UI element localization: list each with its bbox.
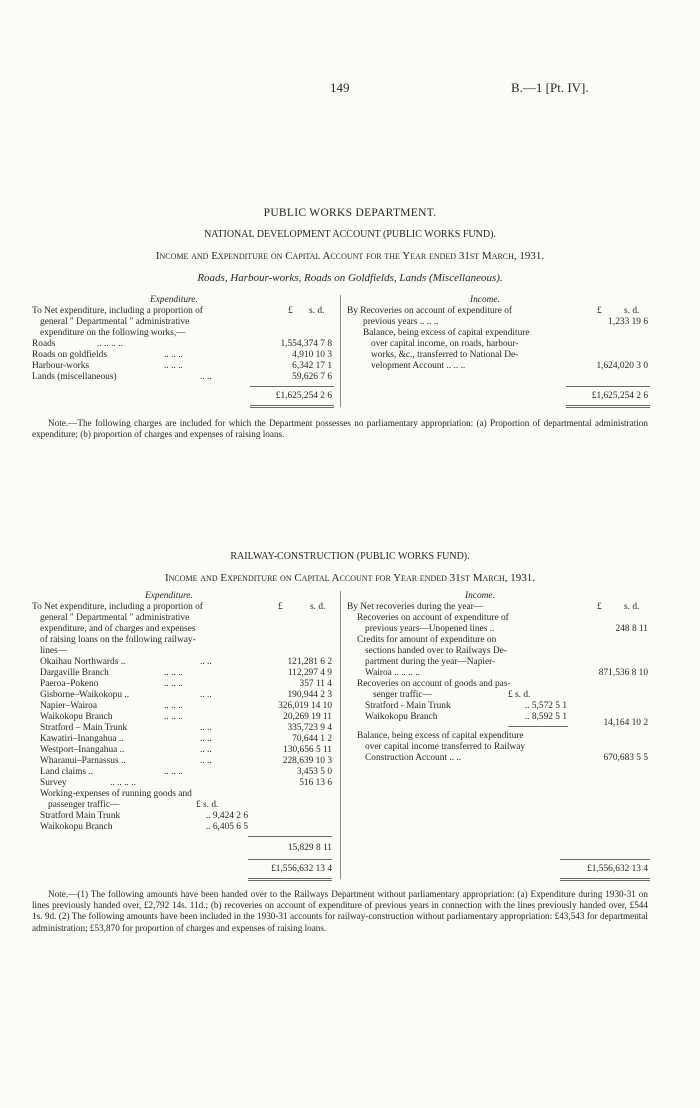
- section-note: Note.—The following charges are included for which the Department possesses no parliamentary appropriation: (a) Proportion of departmental administration expenditure; (b) proportion of charges and expenses of raising loans.: [32, 418, 648, 440]
- expenditure-intro-line: general " Departmental " administrative: [40, 613, 190, 623]
- table-row: [40, 723, 332, 734]
- currency-header: £: [288, 306, 293, 316]
- row-leader: .. ..: [200, 745, 212, 755]
- expenditure-total: £1,625,254 2 6: [275, 391, 332, 401]
- table-row: [32, 372, 332, 383]
- income-amount: 1,233 19 6: [608, 317, 648, 327]
- sd-header: s. d.: [309, 306, 325, 316]
- row-amount: 4,910 10 3: [292, 350, 332, 360]
- total-rule: [248, 878, 332, 881]
- row-amount: 6,342 17 1: [292, 361, 332, 371]
- account-heading: NATIONAL DEVELOPMENT ACCOUNT (PUBLIC WORKS FUND).: [204, 229, 496, 240]
- row-label: Harbour-works: [32, 361, 90, 371]
- total-rule: [250, 405, 334, 408]
- currency-header: £: [278, 602, 283, 612]
- page-number: 149: [330, 80, 350, 95]
- income-heading: Income.: [470, 295, 500, 305]
- row-amount: 335,723 9 4: [287, 723, 332, 733]
- row-label: Okaihau Northwards ..: [40, 657, 126, 667]
- total-rule: [560, 878, 650, 881]
- table-row: [40, 811, 248, 822]
- working-expenses-line: passenger traffic—: [48, 800, 120, 810]
- row-amount: 130,656 5 11: [283, 745, 332, 755]
- row-label: Gisborne–Waikokopu ..: [40, 690, 130, 700]
- income-amount: 871,536 8 10: [598, 668, 648, 678]
- income-line: Recoveries on account of goods and pas-: [357, 679, 511, 689]
- table-row: [40, 734, 332, 745]
- income-line: Credits for amount of expenditure on: [357, 635, 497, 645]
- table-row: [40, 778, 332, 789]
- row-leader: .. ..: [200, 723, 212, 733]
- row-amount: 70,644 1 2: [292, 734, 332, 744]
- statement-title: Income and Expenditure on Capital Account for Year ended 31st March, 1931.: [164, 572, 536, 584]
- income-line: By Net recoveries during the year—: [347, 602, 484, 612]
- income-line: Recoveries on account of expenditure of: [357, 613, 509, 623]
- row-leader: .. ..: [200, 734, 212, 744]
- row-amount: 326,019 14 10: [278, 701, 332, 711]
- row-amount: 190,944 2 3: [287, 690, 332, 700]
- sub-currency-header: £ s. d.: [508, 690, 531, 700]
- column-divider: [340, 295, 341, 407]
- table-row: [40, 679, 332, 690]
- sd-header: s. d.: [310, 602, 326, 612]
- row-leader: .. .. ..: [164, 767, 183, 777]
- income-amount: 1,624,020 3 0: [596, 361, 648, 371]
- currency-header: £: [597, 602, 602, 612]
- income-amount: 248 8 11: [615, 624, 648, 634]
- row-label: Waikokopu Branch: [40, 712, 113, 722]
- row-label: Stratford Main Trunk: [40, 811, 121, 821]
- row-amount: 59,626 7 6: [292, 372, 332, 382]
- income-line: partment during the year—Napier-: [365, 657, 496, 667]
- row-leader: .. .. .. ..: [110, 778, 136, 788]
- statement-subtitle: Roads, Harbour-works, Roads on Goldfields, Lands (Miscellaneous).: [197, 272, 503, 284]
- table-row: [32, 361, 332, 372]
- row-leader: .. .. ..: [164, 350, 183, 360]
- expenditure-heading: Expenditure.: [145, 591, 193, 601]
- income-line: over capital income, on roads, harbour-: [371, 339, 519, 349]
- income-line: senger traffic—: [373, 690, 432, 700]
- sub-currency-header: £ s. d.: [196, 800, 219, 810]
- row-amount: 121,281 6 2: [287, 657, 332, 667]
- row-leader: .. .. ..: [164, 361, 183, 371]
- income-line: previous years—Unopened lines ..: [365, 624, 495, 634]
- balance-line: Construction Account .. ..: [365, 753, 462, 763]
- section-note: Note.—(1) The following amounts have been handed over to the Railways Department without parliamentary appropriation: (a) Expenditure during 1930-31 on lines previously handed over, £2,792 14s. 11d.; (b) recoveries on account of expenditure of previous years in connection with the lines previously handed over, £544 1s. 9d. (2) The following amounts have been included in the 1930-31 accounts for railway-construction without parliamentary appropriation: £43,543 for departmental administration; £53,870 for proportion of charges and expenses of raising loans.: [32, 889, 648, 933]
- row-label: Stratford - Main Trunk: [365, 701, 451, 711]
- table-row: [365, 712, 567, 723]
- expenditure-intro-line: of raising loans on the following railway-: [40, 635, 196, 645]
- statement-title: Income and Expenditure on Capital Account for the Year ended 31st March, 1931.: [155, 250, 545, 262]
- table-row: [40, 767, 332, 778]
- expenditure-heading: Expenditure.: [150, 295, 198, 305]
- row-amount: 20,269 19 11: [283, 712, 332, 722]
- row-leader: .. ..: [200, 690, 212, 700]
- row-leader: .. ..: [200, 657, 212, 667]
- income-heading: Income.: [465, 591, 495, 601]
- row-amount: .. 9,424 2 6: [205, 811, 248, 821]
- rule: [560, 859, 650, 860]
- expenditure-intro-line: To Net expenditure, including a proportion of: [32, 602, 203, 612]
- row-leader: .. .. ..: [164, 679, 183, 689]
- rule: [566, 386, 650, 387]
- row-label: Paeroa–Pokeno: [40, 679, 99, 689]
- row-label: Dargaville Branch: [40, 668, 109, 678]
- total-rule: [566, 405, 650, 408]
- sd-header: s. d.: [624, 306, 640, 316]
- row-label: Napier–Wairoa: [40, 701, 98, 711]
- row-amount: .. 8,592 5 1: [524, 712, 567, 722]
- expenditure-intro-line: To Net expenditure, including a proportion of: [32, 306, 203, 316]
- row-amount: 112,297 4 9: [287, 668, 332, 678]
- row-label: Lands (miscellaneous): [32, 372, 117, 382]
- table-row: [40, 822, 248, 833]
- income-line: Balance, being excess of capital expenditure: [363, 328, 530, 338]
- income-total: £1,625,254 2 6: [591, 391, 648, 401]
- expenditure-intro-line: expenditure on the following works,—: [40, 328, 186, 338]
- table-row: [40, 657, 332, 668]
- table-row: [40, 756, 332, 767]
- document-reference: B.—1 [Pt. IV].: [511, 80, 589, 95]
- income-line: works, &c., transferred to National De-: [371, 350, 519, 360]
- row-label: Waikokopu Branch: [40, 822, 113, 832]
- rule: [248, 859, 332, 860]
- working-expenses-line: Working-expenses of running goods and: [40, 789, 192, 799]
- working-expenses-total: 15,829 8 11: [287, 843, 332, 853]
- row-leader: .. ..: [200, 372, 212, 382]
- row-label: Stratford – Main Trunk: [40, 723, 128, 733]
- row-label: Kawatiri–Inangahua ..: [40, 734, 124, 744]
- row-amount: 516 13 6: [299, 778, 332, 788]
- department-heading: PUBLIC WORKS DEPARTMENT.: [263, 207, 437, 219]
- row-label: Roads: [32, 339, 56, 349]
- sd-header: s. d.: [624, 602, 640, 612]
- expenditure-intro-line: expenditure, and of charges and expenses: [40, 624, 196, 634]
- income-line: sections handed over to Railways De-: [365, 646, 507, 656]
- row-label: Land claims ..: [40, 767, 94, 777]
- row-leader: .. .. ..: [164, 668, 183, 678]
- table-row: [365, 701, 567, 712]
- row-label: Westport–Inangahua ..: [40, 745, 125, 755]
- expenditure-total: £1,556,632 13 4: [271, 864, 332, 874]
- rule: [250, 386, 334, 387]
- income-line: Wairoa .. .. .. ..: [365, 668, 420, 678]
- expenditure-intro-line: lines—: [40, 646, 68, 656]
- row-amount: .. 5,572 5 1: [524, 701, 567, 711]
- row-label: Waikokopu Branch: [365, 712, 438, 722]
- income-line: previous years .. .. ..: [363, 317, 439, 327]
- row-leader: .. .. ..: [164, 712, 183, 722]
- income-amount: 14,164 10 2: [603, 718, 648, 728]
- row-amount: 357 11 4: [299, 679, 332, 689]
- income-line: velopment Account .. .. ..: [371, 361, 466, 371]
- table-row: [40, 690, 332, 701]
- income-amount: 670,683 5 5: [603, 753, 648, 763]
- balance-line: over capital income transferred to Railway: [365, 742, 526, 752]
- expenditure-intro-line: general " Departmental " administrative: [40, 317, 190, 327]
- table-row: [40, 701, 332, 712]
- table-row: [32, 350, 332, 361]
- row-amount: 228,639 10 3: [282, 756, 332, 766]
- column-divider: [340, 591, 341, 879]
- table-row: [40, 745, 332, 756]
- row-leader: .. ..: [200, 756, 212, 766]
- row-leader: .. .. ..: [164, 701, 183, 711]
- balance-line: Balance, being excess of capital expenditure: [357, 731, 524, 741]
- income-total: £1,556,632 13 4: [587, 864, 648, 874]
- row-label: Survey: [40, 778, 67, 788]
- table-row: [32, 339, 332, 350]
- row-amount: .. 6,405 6 5: [205, 822, 248, 832]
- row-label: Roads on goldfields: [32, 350, 107, 360]
- row-leader: .. .. .. ..: [97, 339, 123, 349]
- account-heading: RAILWAY-CONSTRUCTION (PUBLIC WORKS FUND).: [230, 551, 470, 562]
- row-label: Wharanui–Parnassus ..: [40, 756, 126, 766]
- table-row: [40, 668, 332, 679]
- income-line: By Recoveries on account of expenditure of: [347, 306, 513, 316]
- currency-header: £: [597, 306, 602, 316]
- table-row: [40, 712, 332, 723]
- rule: [508, 726, 568, 727]
- row-amount: 1,554,374 7 8: [280, 339, 332, 349]
- rule: [248, 836, 332, 837]
- row-amount: 3,453 5 0: [296, 767, 332, 777]
